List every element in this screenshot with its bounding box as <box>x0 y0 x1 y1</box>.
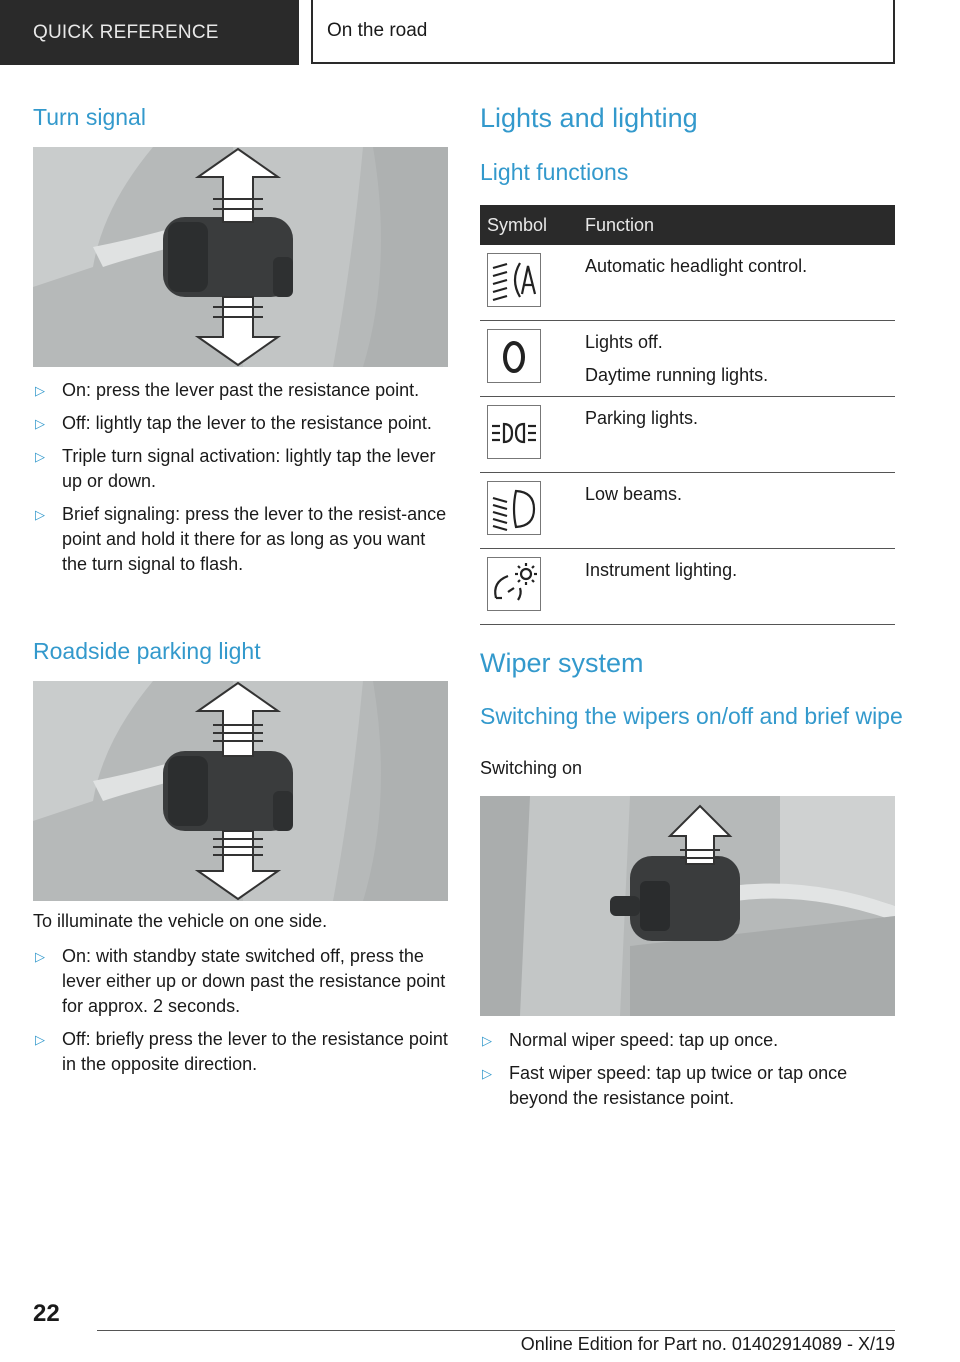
chapter-header <box>311 0 895 64</box>
function-cell: Lights off. Daytime running lights. <box>585 332 769 385</box>
light-functions-heading: Light functions <box>480 159 629 185</box>
function-cell: Parking lights. <box>585 408 699 428</box>
low-beams-icon <box>487 481 541 535</box>
parking-light-heading: Roadside parking light <box>33 638 261 664</box>
list-item: ▷ Brief signaling: press the lever to the resist-ance point and hold it there for as long as you want the turn signal to flash. <box>35 504 447 574</box>
parking-light-photo <box>33 681 448 901</box>
list-item: ▷ Fast wiper speed: tap up twice or tap once beyond the resistance point. <box>482 1063 848 1108</box>
function-cell: Automatic headlight control. <box>585 256 808 276</box>
column-header-function: Function <box>585 214 655 235</box>
lights-heading: Lights and lighting <box>480 103 698 133</box>
list-item: ▷ On: with standby state switched off, press the lever either up or down past the resistance point for approx. 2 seconds. <box>35 946 446 1016</box>
turn-signal-list <box>33 378 448 585</box>
wiper-list <box>480 1028 895 1119</box>
table-header <box>480 205 895 245</box>
bullet-triangle-icon: ▷ <box>35 507 45 522</box>
wiper-heading: Wiper system <box>480 648 644 678</box>
bullet-triangle-icon: ▷ <box>35 1032 45 1047</box>
list-item: ▷ Off: lightly tap the lever to the resistance point. <box>33 411 448 436</box>
lights-off-icon <box>487 329 541 383</box>
list-item: ▷ Normal wiper speed: tap up once. <box>480 1028 895 1053</box>
list-item: ▷ Triple turn signal activation: lightly tap the lever up or down. <box>35 446 436 491</box>
bullet-triangle-icon: ▷ <box>35 416 45 431</box>
bullet-triangle-icon: ▷ <box>35 383 45 398</box>
chapter-label: On the road <box>327 20 428 41</box>
edition-note: Online Edition for Part no. 01402914089 - X/19 <box>520 1334 895 1354</box>
list-item: ▷ Off: briefly press the lever to the resistance point in the opposite direction. <box>35 1029 448 1074</box>
wiper-photo <box>480 796 895 1016</box>
column-header-symbol: Symbol <box>487 214 548 235</box>
table-row <box>480 549 895 625</box>
turn-signal-photo <box>33 147 448 367</box>
parking-light-intro: To illuminate the vehicle on one side. <box>33 911 328 931</box>
footer-divider <box>97 1330 895 1331</box>
section-label: QUICK REFERENCE <box>33 21 219 43</box>
section-header <box>0 0 299 65</box>
page-number: 22 <box>33 1300 60 1327</box>
table-row <box>480 473 895 549</box>
switching-on-label: Switching on <box>480 758 583 778</box>
bullet-triangle-icon: ▷ <box>482 1066 492 1081</box>
parking-lights-icon <box>487 405 541 459</box>
bullet-triangle-icon: ▷ <box>35 949 45 964</box>
list-item: ▷ On: press the lever past the resistance point. <box>33 378 448 403</box>
bullet-triangle-icon: ▷ <box>482 1033 492 1048</box>
table-row <box>480 397 895 473</box>
instrument-lighting-icon <box>487 557 541 611</box>
wiper-subheading: Switching the wipers on/off and brief wipe <box>480 703 903 729</box>
turn-signal-heading: Turn signal <box>33 104 146 130</box>
bullet-triangle-icon: ▷ <box>35 449 45 464</box>
light-functions-table <box>480 205 895 625</box>
function-cell: Low beams. <box>585 484 683 504</box>
automatic-headlight-icon <box>487 253 541 307</box>
table-row <box>480 321 895 397</box>
table-row <box>480 245 895 321</box>
parking-light-list <box>33 944 453 1085</box>
function-cell: Instrument lighting. <box>585 560 738 580</box>
